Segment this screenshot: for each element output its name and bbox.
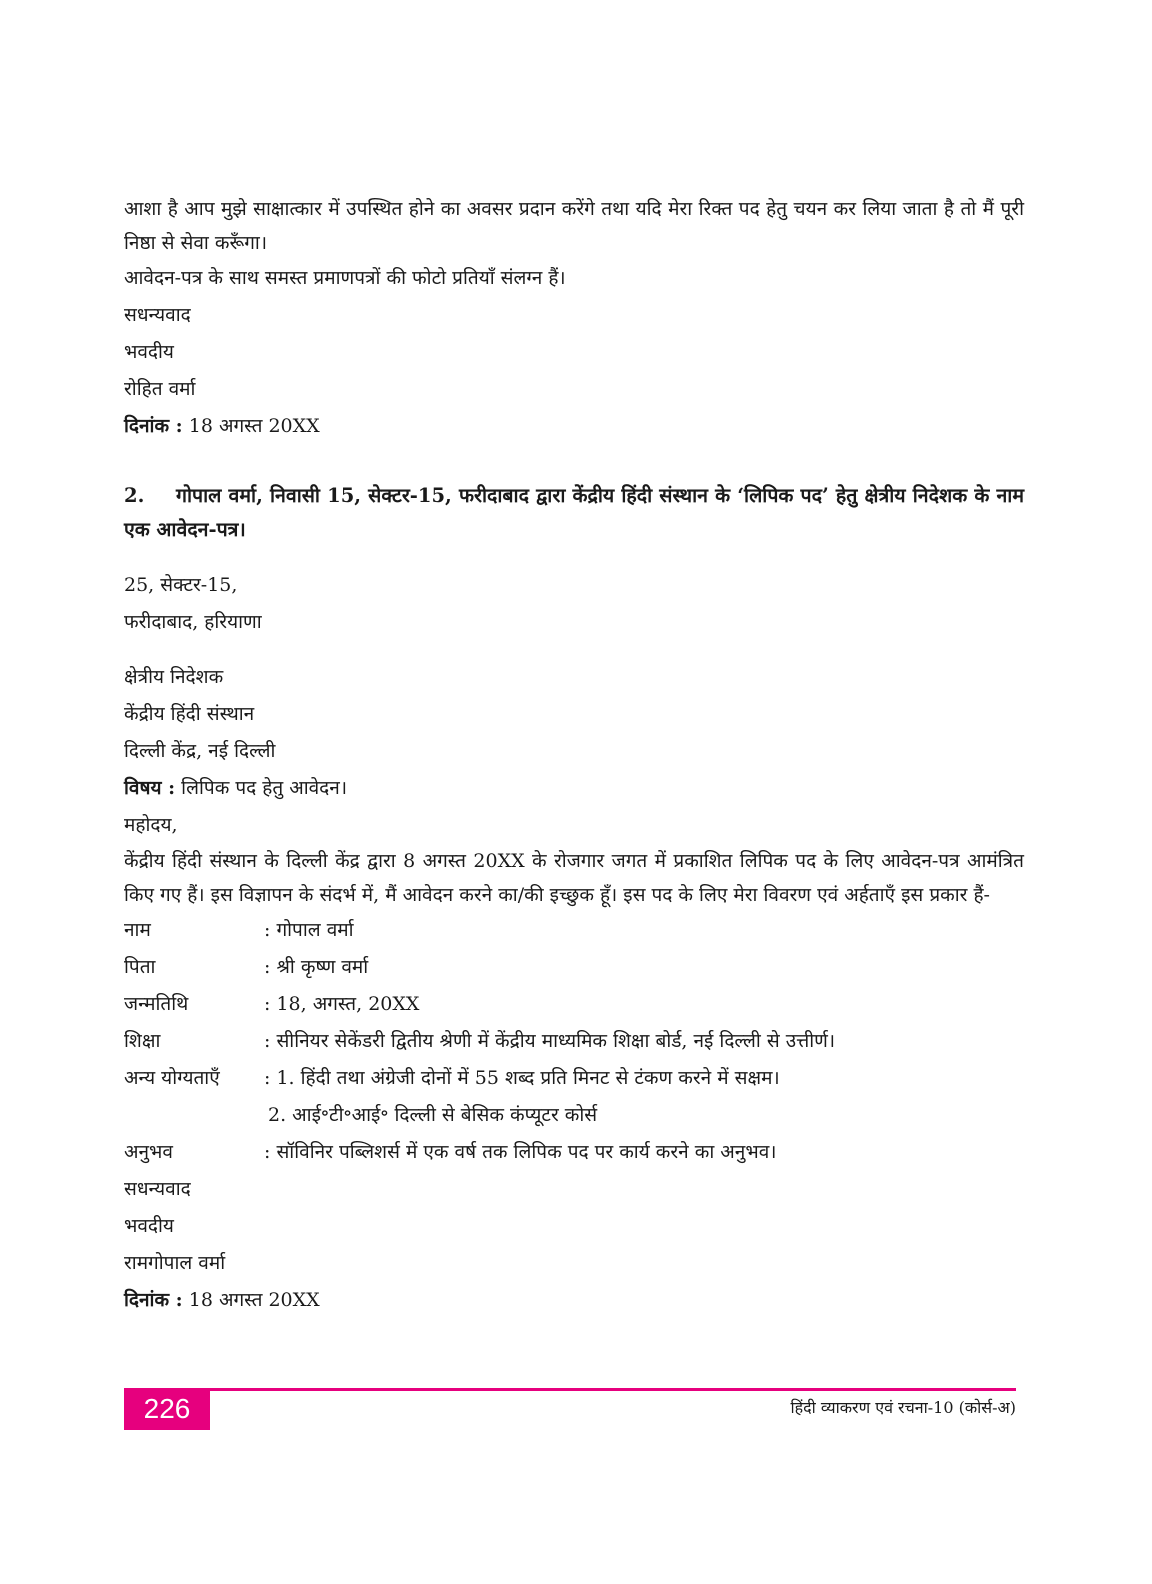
sender-address-line-2: फरीदाबाद, हरियाणा bbox=[124, 611, 262, 633]
question-number: 2. bbox=[124, 484, 145, 507]
detail-row bbox=[124, 986, 1024, 1023]
closing-paragraph: आशा है आप मुझे साक्षात्कार में उपस्थित होने का अवसर प्रदान करेंगे तथा यदि मेरा रिक्त पद हेतु चयन कर लिया जाता है तो मैं पूरी निष्ठा से सेवा करूँगा। bbox=[124, 198, 1024, 254]
letter-yours: भवदीय bbox=[124, 1215, 174, 1237]
detail-value: : गोपाल वर्मा bbox=[264, 919, 354, 941]
detail-label: शिक्षा bbox=[124, 1030, 161, 1052]
page-content bbox=[124, 192, 1024, 1319]
signature-name: रोहित वर्मा bbox=[124, 378, 196, 400]
date-line bbox=[124, 408, 1024, 445]
detail-row bbox=[124, 1134, 1024, 1171]
detail-row bbox=[124, 912, 1024, 949]
salutation: महोदय, bbox=[124, 814, 178, 836]
book-title: हिंदी व्याकरण एवं रचना-10 (कोर्स-अ) bbox=[790, 1398, 1016, 1417]
subject-line bbox=[124, 770, 1024, 807]
detail-label: जन्मतिथि bbox=[124, 993, 189, 1015]
thanks-line: सधन्यवाद bbox=[124, 304, 191, 326]
date-value: 18 अगस्त 20XX bbox=[188, 415, 320, 437]
detail-row bbox=[124, 1060, 1024, 1097]
detail-value: : श्री कृष्ण वर्मा bbox=[264, 956, 369, 978]
letter-body: केंद्रीय हिंदी संस्थान के दिल्ली केंद्र द्वारा 8 अगस्त 20XX के रोजगार जगत में प्रकाशित लिपिक पद के लिए आवेदन-पत्र आमंत्रित किए गए हैं। इस विज्ञापन के संदर्भ में, मैं आवेदन करने का/की इच्छुक हूँ। इस पद के लिए मेरा विवरण एवं अर्हताएँ इस प्रकार हैं- bbox=[124, 850, 1024, 906]
letter-thanks: सधन्यवाद bbox=[124, 1178, 191, 1200]
question-text: गोपाल वर्मा, निवासी 15, सेक्टर-15, फरीदाबाद द्वारा केंद्रीय हिंदी संस्थान के ‘लिपिक पद’ हेतु क्षेत्रीय निदेशक के नाम एक आवेदन-पत्र। bbox=[124, 484, 1024, 541]
page-number: 226 bbox=[124, 1388, 210, 1430]
letter-date-label: दिनांक : bbox=[124, 1289, 183, 1311]
letter-date-value: 18 अगस्त 20XX bbox=[188, 1289, 320, 1311]
detail-value: 2. आई॰टी॰आई॰ दिल्ली से बेसिक कंप्यूटर कोर्स bbox=[268, 1104, 598, 1126]
subject-text: लिपिक पद हेतु आवेदन। bbox=[181, 777, 348, 799]
detail-value: : 18, अगस्त, 20XX bbox=[264, 993, 420, 1015]
detail-value: : सॉविनिर पब्लिशर्स में एक वर्ष तक लिपिक पद पर कार्य करने का अनुभव। bbox=[264, 1141, 777, 1163]
detail-value: : सीनियर सेकेंडरी द्वितीय श्रेणी में केंद्रीय माध्यमिक शिक्षा बोर्ड, नई दिल्ली से उत्तीर्ण। bbox=[264, 1030, 836, 1052]
subject-label: विषय : bbox=[124, 777, 176, 799]
detail-label: अन्य योग्यताएँ bbox=[124, 1067, 220, 1089]
letter-signature-name: रामगोपाल वर्मा bbox=[124, 1252, 226, 1274]
date-label: दिनांक : bbox=[124, 415, 183, 437]
details-table bbox=[124, 912, 1024, 1171]
detail-row bbox=[124, 949, 1024, 986]
sender-address-line-1: 25, सेक्टर-15, bbox=[124, 574, 238, 596]
enclosure-note: आवेदन-पत्र के साथ समस्त प्रमाणपत्रों की फोटो प्रतियाँ संलग्न हैं। bbox=[124, 267, 566, 289]
question-heading bbox=[124, 479, 1024, 547]
detail-row bbox=[124, 1097, 1024, 1134]
yours-line: भवदीय bbox=[124, 341, 174, 363]
letter-date-line bbox=[124, 1282, 1024, 1319]
detail-value: : 1. हिंदी तथा अंग्रेजी दोनों में 55 शब्द प्रति मिनट से टंकण करने में सक्षम। bbox=[264, 1067, 780, 1089]
detail-label: नाम bbox=[124, 919, 151, 941]
recipient-line-3: दिल्ली केंद्र, नई दिल्ली bbox=[124, 740, 276, 762]
detail-row bbox=[124, 1023, 1024, 1060]
recipient-line-1: क्षेत्रीय निदेशक bbox=[124, 666, 224, 688]
detail-label: पिता bbox=[124, 956, 156, 978]
detail-label: अनुभव bbox=[124, 1141, 173, 1163]
footer-rule bbox=[124, 1388, 1016, 1391]
recipient-line-2: केंद्रीय हिंदी संस्थान bbox=[124, 703, 255, 725]
